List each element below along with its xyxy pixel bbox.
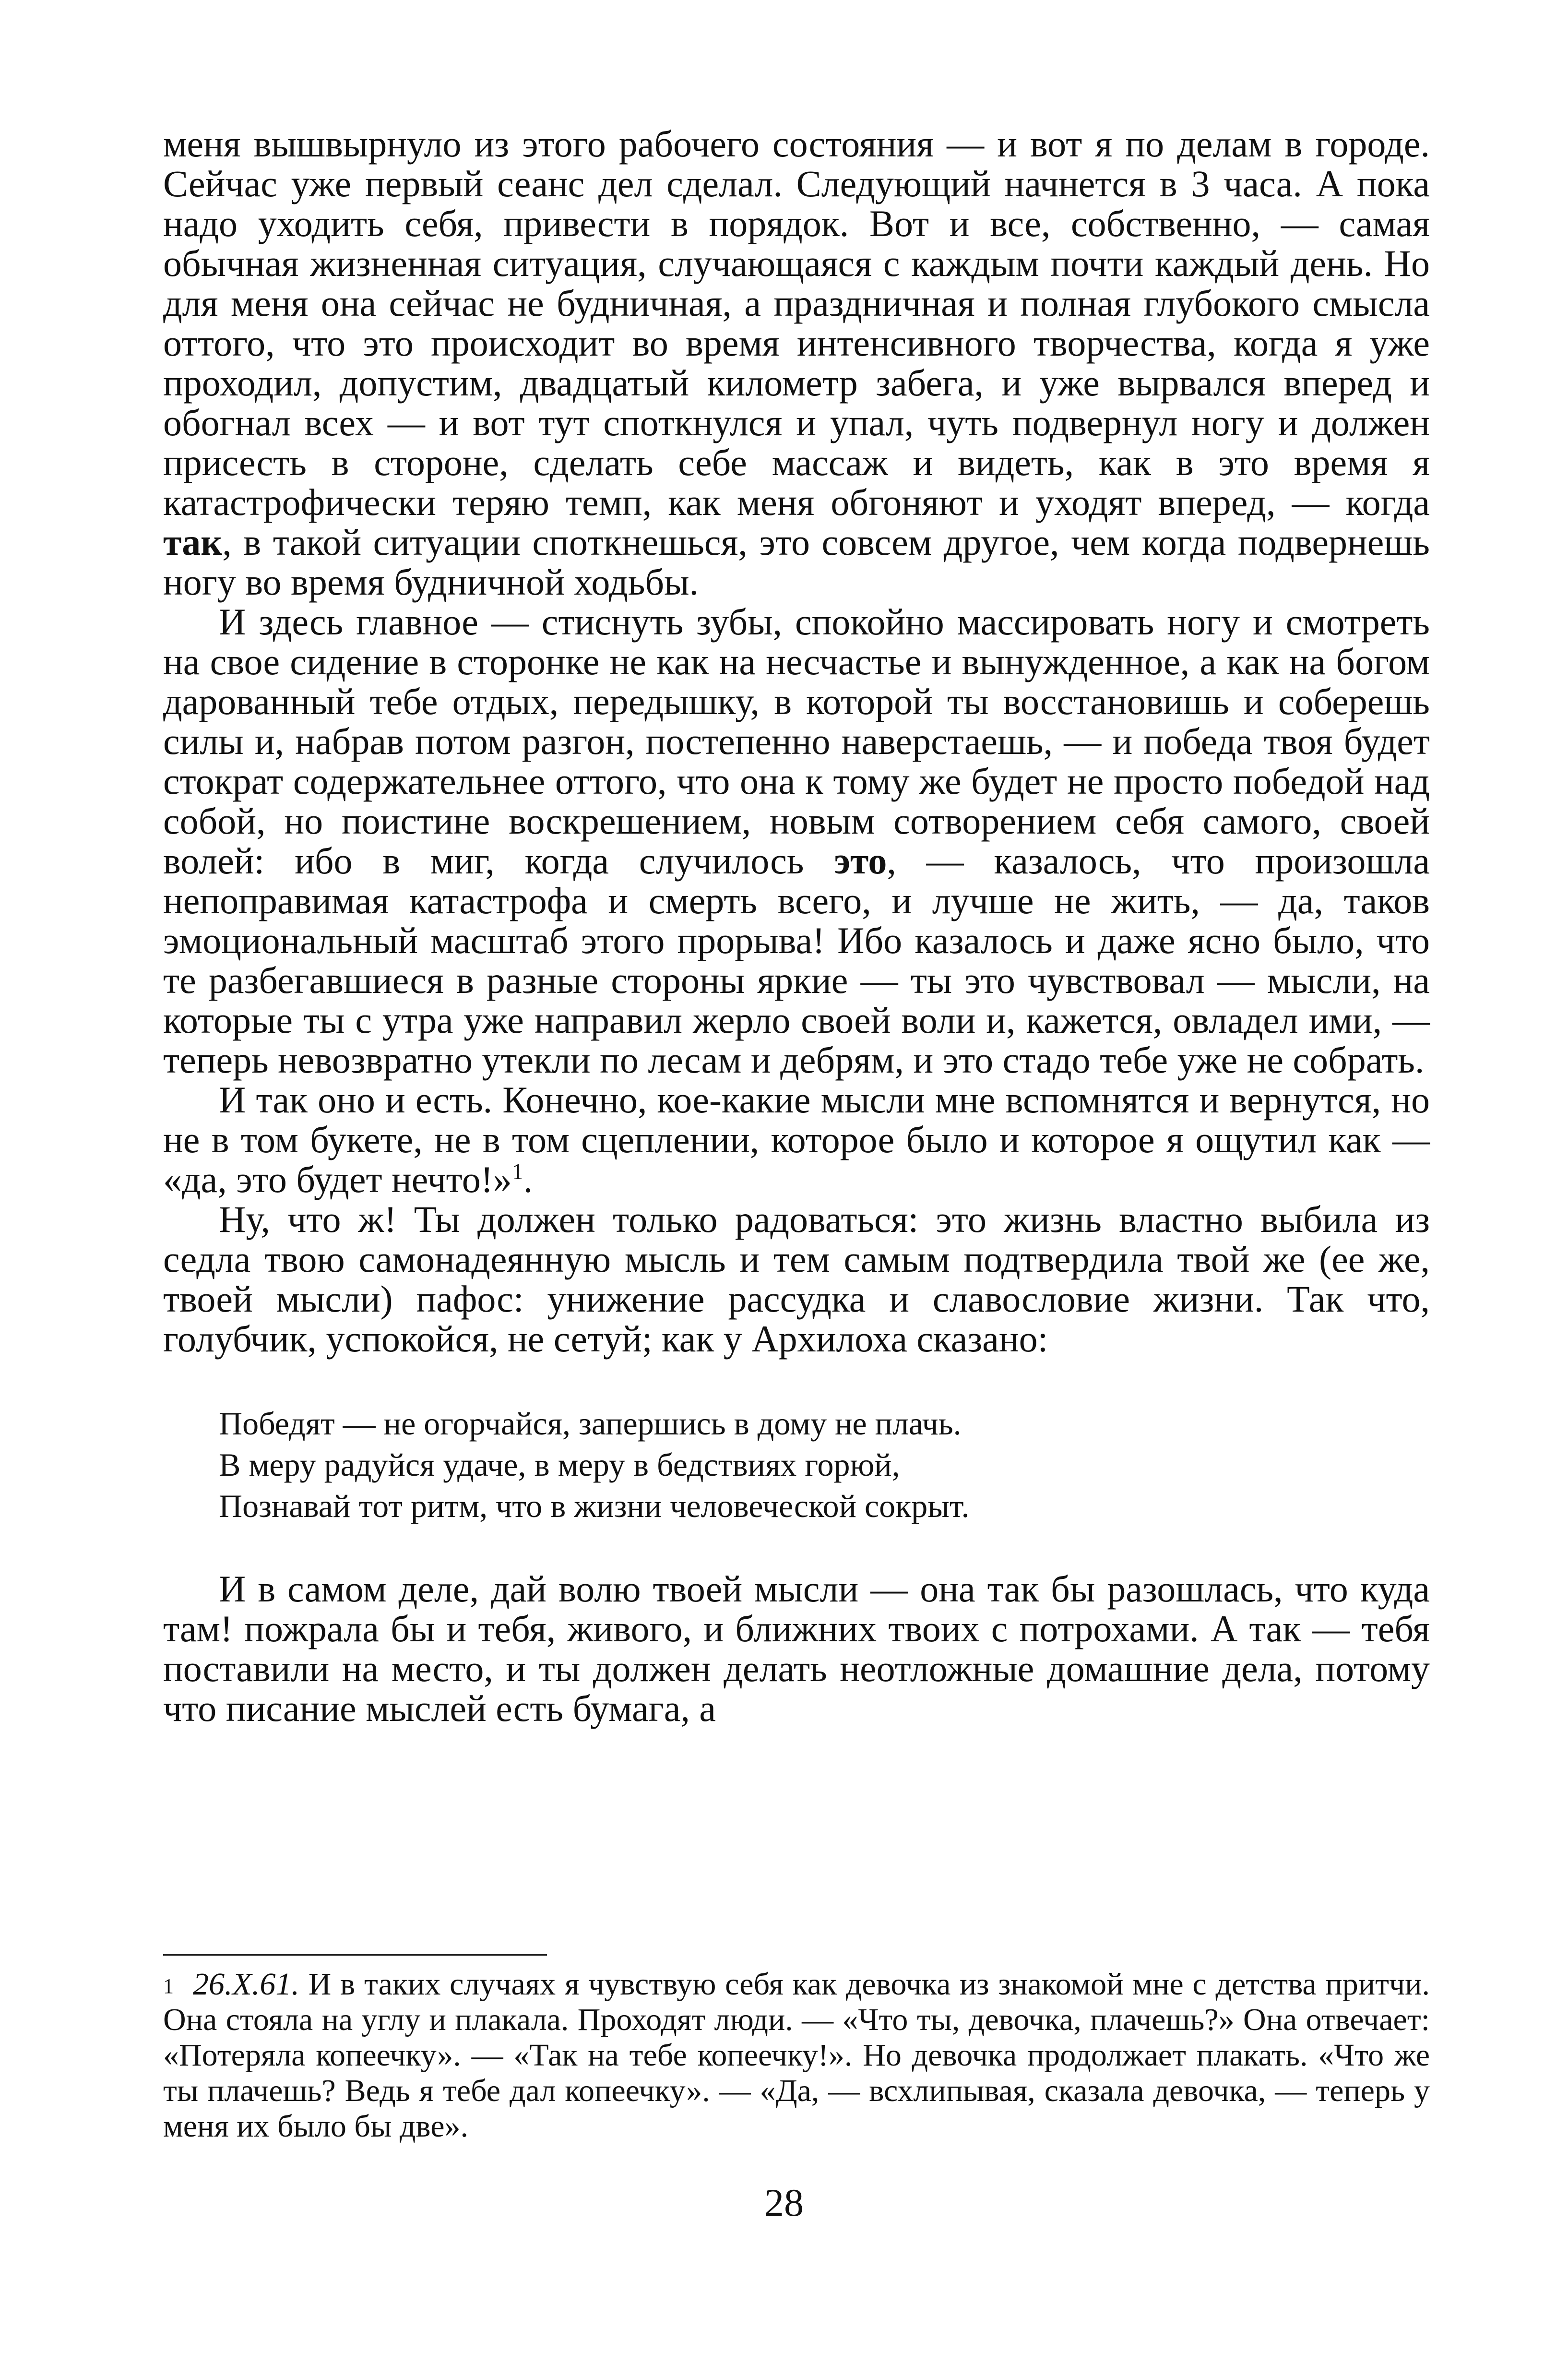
- paragraph-2-text: И здесь главное — стиснуть зубы, спокойно массировать ногу и смотреть на свое сидение в сторонке не как на несчастье и вынужденное, а как на богом дарованный тебе отдых, передышку, в которой ты восстановишь и соберешь силы и, набрав потом разгон, постепенно наверстаешь, — и победа твоя будет стократ содержательнее оттого, что она к тому же будет не просто победой над собой, но поистине воскрешением, новым сотворением себя самого, своей волей: ибо в миг, когда случилось: [163, 601, 1430, 882]
- paragraph-4: Ну, что ж! Ты должен только радоваться: это жизнь властно выбила из седла твою самонадеянную мысль и тем самым подтвердила твой же (ее же, твоей мысли) пафос: унижение рассудка и славословие жизни. Так что, голубчик, успокойся, не сетуй; как у Архилоха сказано:: [163, 1198, 1430, 1360]
- page-body: [163, 124, 1430, 1728]
- page-number: 28: [764, 2181, 804, 2224]
- paragraph-1-text-end: , в такой ситуации споткнешься, это совсем другое, чем когда подвернешь ногу во время будничной ходьбы.: [163, 521, 1430, 603]
- paragraph-2: [163, 602, 1430, 1080]
- poem-quote: [219, 1403, 1430, 1527]
- paragraph-3-text: И так оно и есть. Конечно, кое-какие мысли мне вспомнятся и вернутся, но не в том букете, не в том сцеплении, которое было и которое я ощутил как — «да, это будет нечто!»: [163, 1079, 1430, 1200]
- paragraph-5: И в самом деле, дай волю твоей мысли — она так бы разошлась, что куда там! пожрала бы и тебя, живого, и ближних твоих с потрохами. А так — тебя поставили на место, и ты должен делать неотложные домашние дела, потому что писание мыслей есть бумага, а: [163, 1568, 1430, 1729]
- footnote: [163, 1967, 1430, 2144]
- paragraph-1-bold: так: [163, 521, 223, 563]
- footnote-text: И в таких случаях я чувствую себя как девочка из знакомой мне с детства притчи. Она стояла на углу и плакала. Проходят люди. — «Что ты, девочка, плачешь?» Она отвечает: «Потеряла копеечку». — «Так на тебе копеечку!». Но девочка продолжает плакать. «Что же ты плачешь? Ведь я тебе дал копеечку». — «Да, — всхлипывая, сказала девочка, — теперь у меня их было бы две».: [163, 1967, 1430, 2144]
- poem-line: Победят — не огорчайся, запершись в дому не плачь.: [219, 1405, 962, 1442]
- footnote-divider: [163, 1954, 547, 1956]
- paragraph-3: [163, 1080, 1430, 1199]
- paragraph-1-text: меня вышвырнуло из этого рабочего состояния — и вот я по делам в городе. Сейчас уже первый сеанс дел сделал. Следующий начнется в 3 часа. А пока надо уходить себя, привести в порядок. Вот и все, собственно, — самая обычная жизненная ситуация, случающаяся с каждым почти каждый день. Но для меня она сейчас не будничная, а праздничная и полная глубокого смысла оттого, что это происходит во время интенсивного творчества, когда я уже проходил, допустим, двадцатый километр забега, и уже вырвался вперед и обогнал всех — и вот тут споткнулся и упал, чуть подвернул ногу и должен присесть в стороне, сделать себе массаж и видеть, как в это время я катастрофически теряю темп, как меня обгоняют и уходят вперед, — когда: [163, 123, 1430, 523]
- paragraph-2-bold: это: [834, 840, 887, 882]
- footnote-reference: 1: [511, 1159, 523, 1184]
- footnote-date: 26.X.61.: [193, 1967, 299, 2002]
- paragraph-2-text-end: , — казалось, что произошла непоправимая катастрофа и смерть всего, и лучше не жить, — да, таков эмоциональный масштаб этого прорыва! Ибо казалось и даже ясно было, что те разбегавшиеся в разные стороны яркие — ты это чувствовал — мысли, на которые ты с утра уже направил жерло своей воли и, кажется, овладел ими, — теперь невозвратно утекли по лесам и дебрям, и это стадо тебе уже не собрать.: [163, 840, 1430, 1081]
- paragraph-1: [163, 124, 1430, 602]
- footnote-mark: 1: [163, 1974, 174, 1998]
- poem-line: В меру радуйся удаче, в меру в бедствиях горюй,: [219, 1446, 900, 1483]
- poem-line: Познавай тот ритм, что в жизни человеческой сокрыт.: [219, 1488, 970, 1524]
- paragraph-3-tail: .: [523, 1159, 533, 1200]
